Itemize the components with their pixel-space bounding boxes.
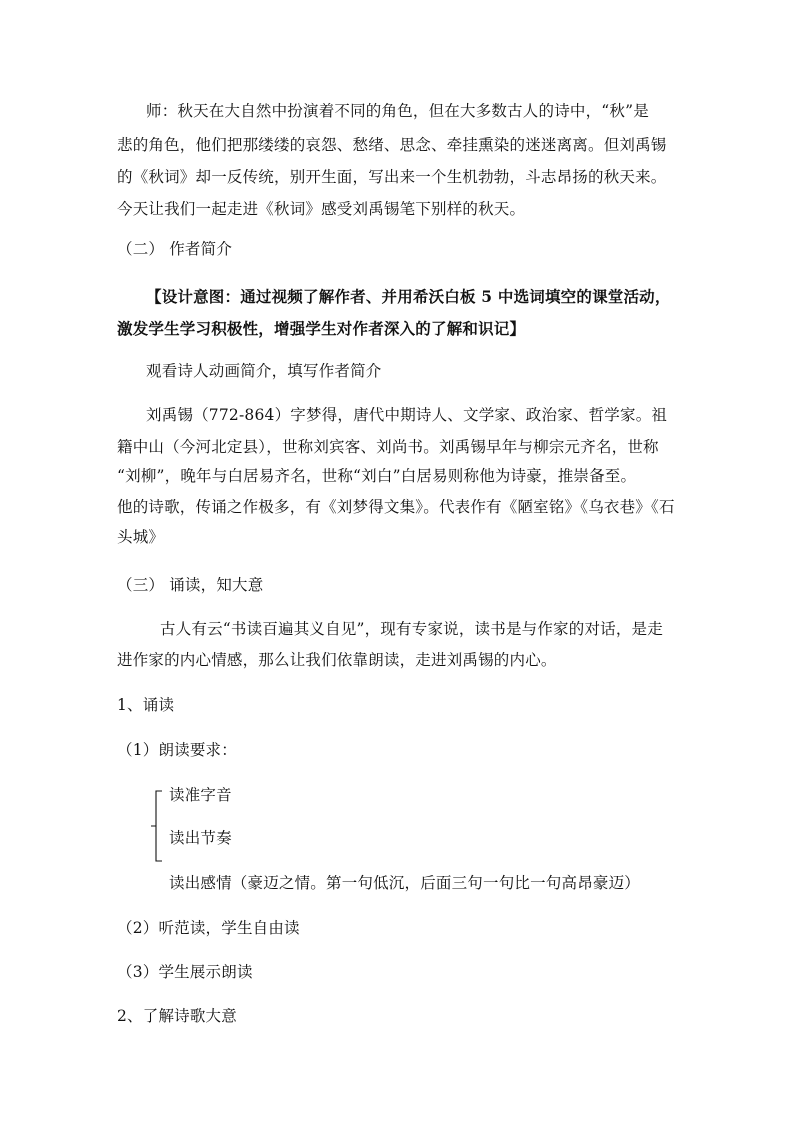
section-3-intro-line-2: 进作家的内心情感，那么让我们依靠朗读，走进刘禹锡的内心。 xyxy=(117,651,557,669)
brace-bracket xyxy=(150,789,170,863)
step-2-label: 2、了解诗歌大意 xyxy=(117,1007,237,1025)
requirement-rhythm: 读出节奏 xyxy=(169,829,232,847)
bio-line-3: “刘柳”，晚年与白居易齐名，世称“刘白”白居易则称他为诗豪，推崇备至。 xyxy=(117,467,637,485)
requirement-pronunciation: 读准字音 xyxy=(169,786,232,804)
sub-3-label: （3）学生展示朗读 xyxy=(117,963,253,981)
design-intent-line-1: 【设计意图：通过视频了解作者、并用希沃白板 5 中选词填空的课堂活动， xyxy=(146,287,671,306)
sub-2-label: （2）听范读，学生自由读 xyxy=(117,919,300,937)
bio-line-4: 他的诗歌，传诵之作极多，有《刘梦得文集》。代表作有《陋室铭》《乌衣巷》《石 xyxy=(117,498,675,516)
intro-line-1: 师：秋天在大自然中扮演着不同的角色，但在大多数古人的诗中，“秋”是 xyxy=(146,102,649,120)
design-intent-line-2: 激发学生学习积极性，增强学生对作者深入的了解和识记】 xyxy=(117,319,526,338)
intro-line-2: 悲的角色，他们把那缕缕的哀怨、愁绪、思念、牵挂熏染的迷迷离离。但刘禹锡 xyxy=(117,136,667,154)
intro-line-4: 今天让我们一起走进《秋词》感受刘禹锡笔下别样的秋天。 xyxy=(117,200,526,218)
bio-line-5: 头城》 xyxy=(117,528,165,546)
bio-line-1: 刘禹锡（772-864）字梦得，唐代中期诗人、文学家、政治家、哲学家。祖 xyxy=(146,406,668,424)
section-2-instruction: 观看诗人动画简介，填写作者简介 xyxy=(146,362,382,380)
intro-line-3: 的《秋词》却一反传统，别开生面，写出来一个生机勃勃，斗志昂扬的秋天来。 xyxy=(117,168,667,186)
bio-line-2: 籍中山（今河北定县），世称刘宾客、刘尚书。刘禹锡早年与柳宗元齐名，世称 xyxy=(117,438,659,456)
step-1-label: 1、诵读 xyxy=(117,696,175,714)
section-3-intro-line-1: 古人有云“书读百遍其义自见”，现有专家说，读书是与作家的对话，是走 xyxy=(160,620,663,638)
section-3-heading: （三） 诵读，知大意 xyxy=(117,576,264,594)
requirement-emotion: 读出感情（豪迈之情。第一句低沉，后面三句一句比一句高昂豪迈） xyxy=(169,874,641,892)
sub-1-label: （1）朗读要求： xyxy=(117,741,237,759)
section-2-heading: （二） 作者简介 xyxy=(117,240,233,258)
